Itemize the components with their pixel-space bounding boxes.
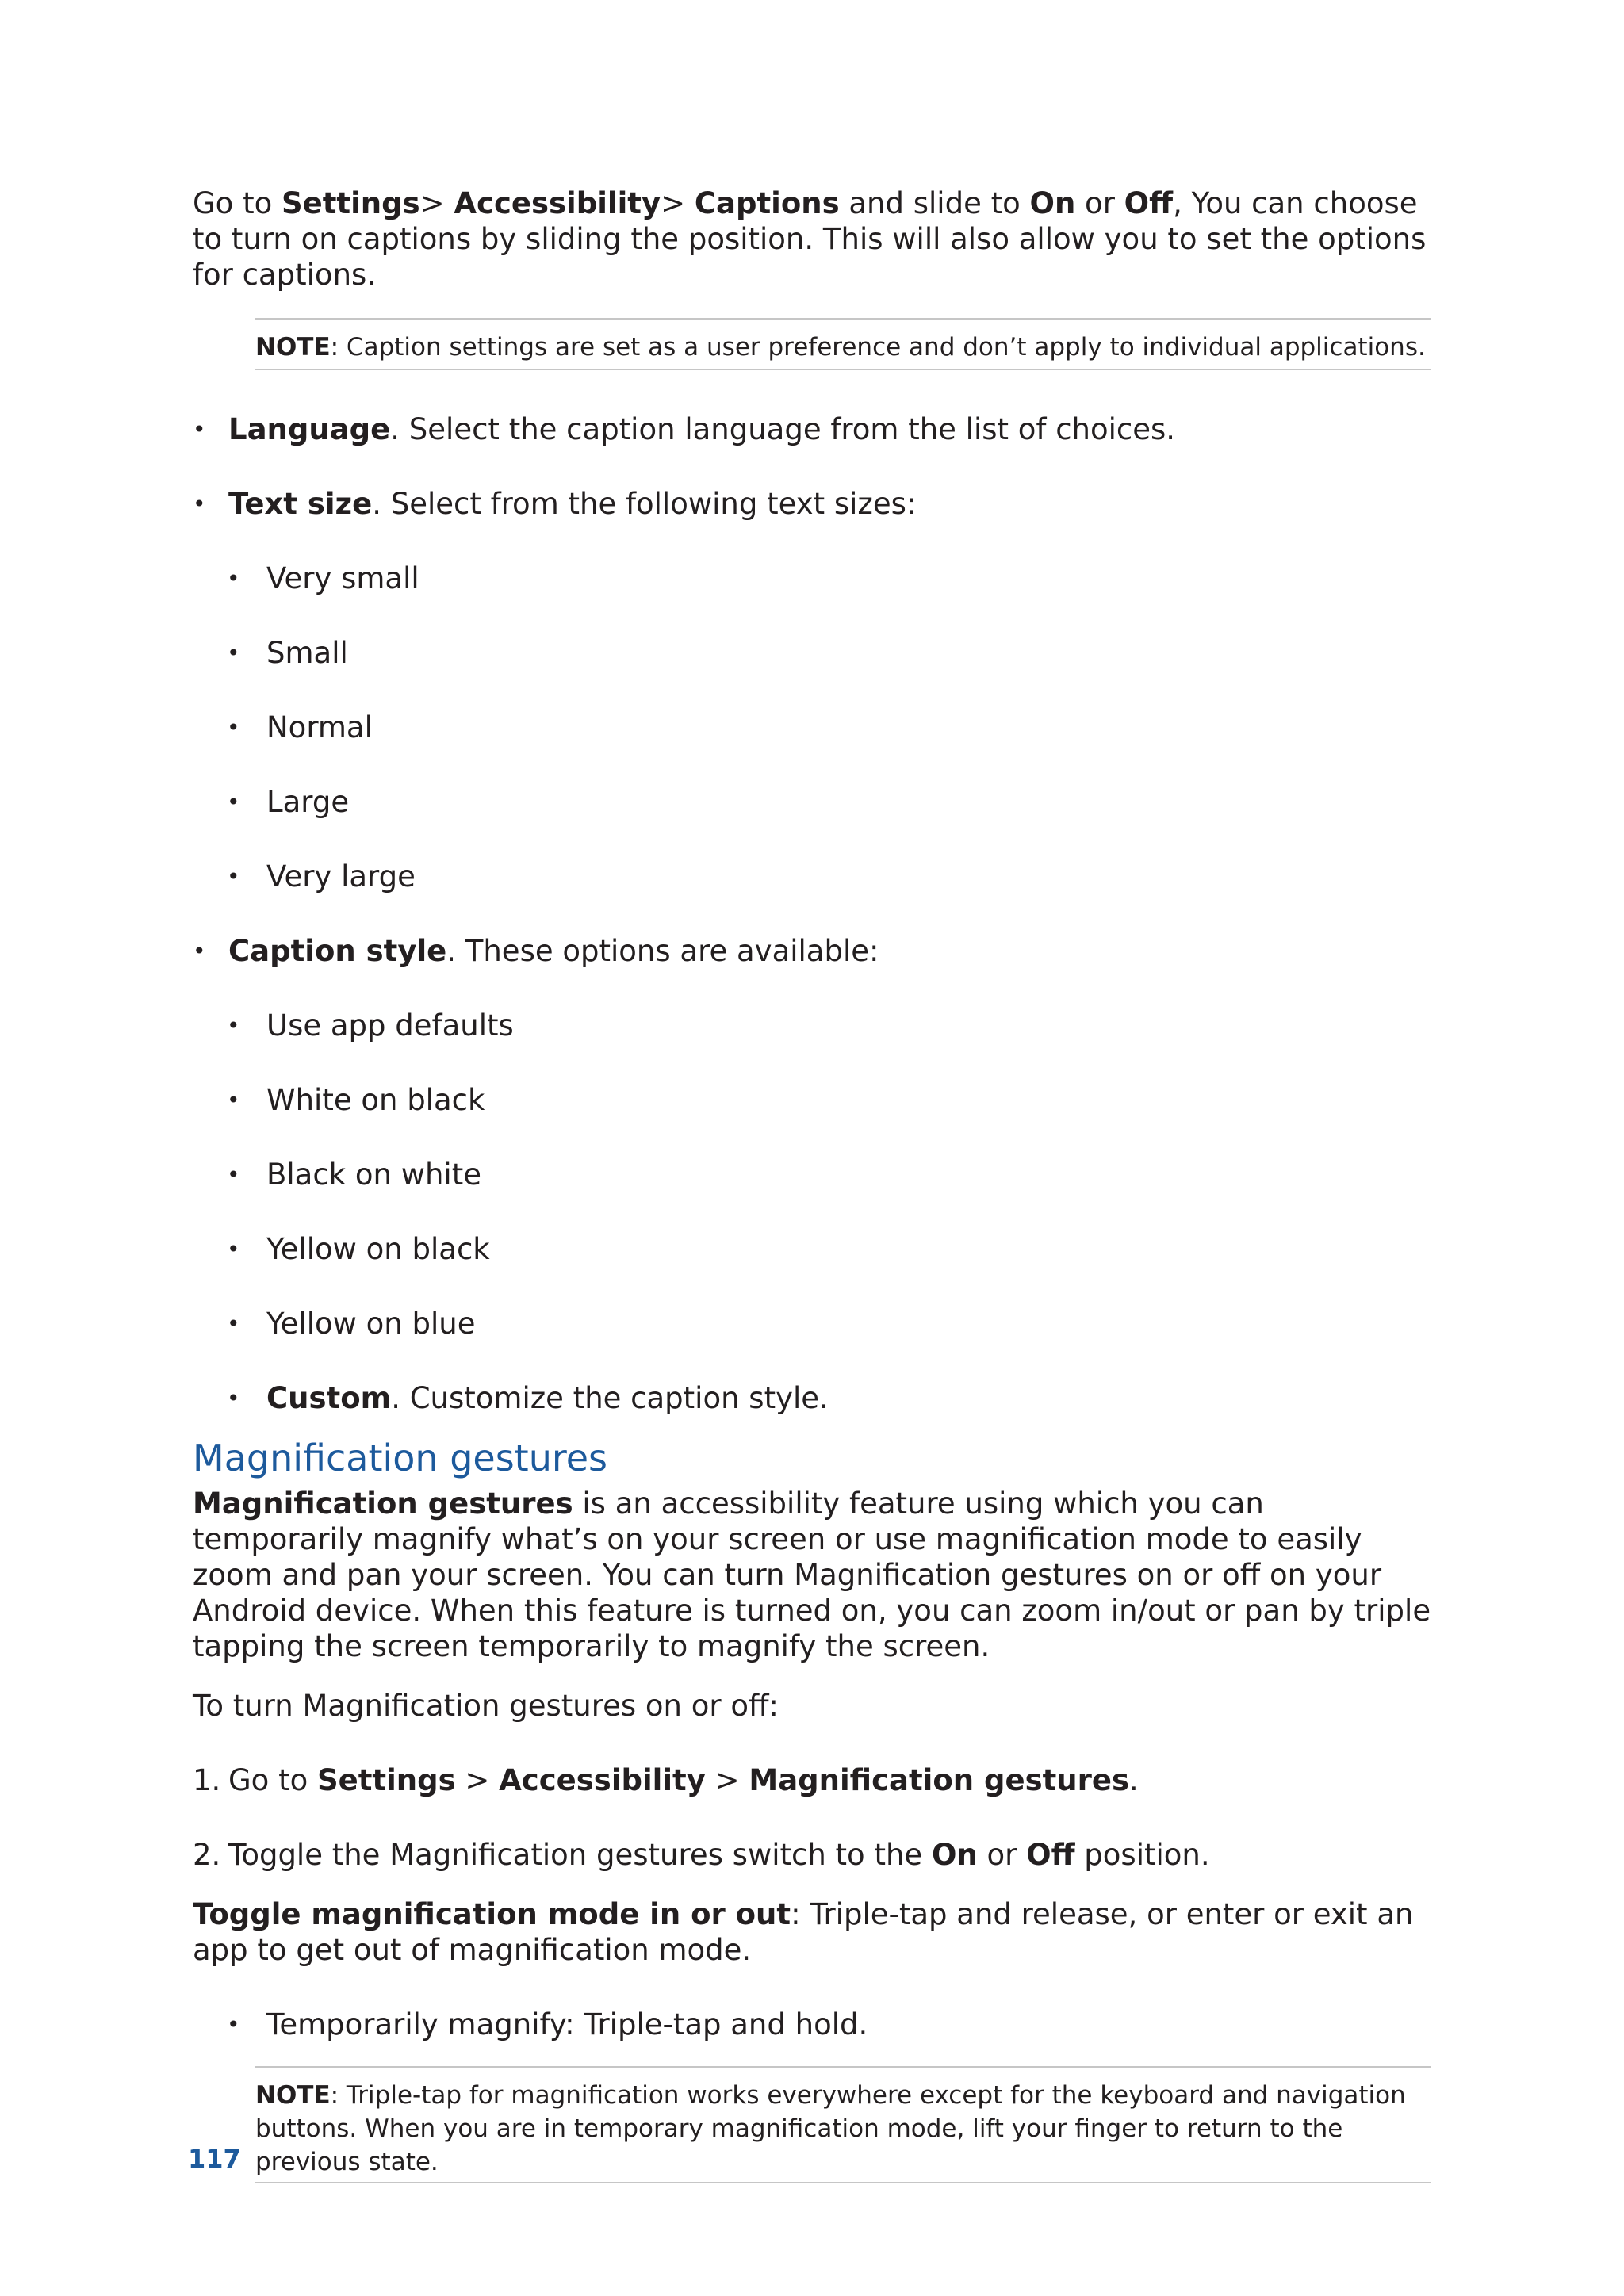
- text-size-option: • Very small: [227, 561, 419, 595]
- bullet-icon: •: [193, 491, 206, 517]
- bullet-icon: •: [193, 416, 206, 442]
- caption-style-option: • Yellow on blue: [227, 1307, 476, 1341]
- caption-style-option: • Black on white: [227, 1158, 481, 1192]
- language-item: • Language. Select the caption language from the list of choices.: [193, 412, 1176, 446]
- bullet-icon: •: [227, 1012, 240, 1039]
- bullet-icon: •: [227, 1087, 240, 1113]
- temporarily-magnify-item: • Temporarily magnify: Triple-tap and hold.: [227, 2007, 868, 2042]
- caption-style-option: • Yellow on black: [227, 1232, 490, 1266]
- note-label: NOTE: [255, 2081, 331, 2110]
- bullet-icon: •: [227, 1385, 240, 1411]
- caption-style-option-custom: • Custom. Customize the caption style.: [227, 1381, 829, 1415]
- step-2: 2. Toggle the Magnification gestures switch to the On or Off position.: [193, 1838, 1210, 1872]
- text-size-option: • Very large: [227, 859, 416, 894]
- off-label: Off: [1124, 186, 1174, 220]
- bullet-icon: •: [227, 863, 240, 890]
- page-number: 117: [188, 2144, 241, 2174]
- bullet-icon: •: [227, 2011, 240, 2038]
- step-1: 1. Go to Settings > Accessibility > Magnification gestures.: [193, 1763, 1139, 1797]
- captions-label: Captions: [694, 186, 840, 220]
- caption-style-item: • Caption style. These options are available:: [193, 934, 879, 968]
- bullet-icon: •: [227, 1311, 240, 1337]
- text-size-option: • Large: [227, 785, 350, 819]
- bullet-icon: •: [227, 1236, 240, 1262]
- bullet-icon: •: [227, 714, 240, 740]
- caption-settings-note: [255, 318, 1431, 370]
- toggle-magnification-mode: Toggle magnification mode in or out: Triple-tap and release, or enter or exit an app to get out of magnification mode.: [193, 1897, 1414, 1967]
- bullet-icon: •: [227, 789, 240, 815]
- magnification-heading: Magnification gestures: [193, 1437, 608, 1479]
- page-content: [193, 186, 1431, 2183]
- note-text: : Caption settings are set as a user preference and don’t apply to individual applications.: [330, 333, 1426, 362]
- step-number: 2.: [193, 1838, 221, 1872]
- text-size-option: • Small: [227, 636, 348, 670]
- on-label: On: [1029, 186, 1076, 220]
- caption-style-option: • Use app defaults: [227, 1008, 514, 1043]
- triple-tap-note: [255, 2066, 1431, 2183]
- turn-on-off-instruction: To turn Magnification gestures on or off:: [193, 1689, 779, 1723]
- captions-intro: Go to Settings> Accessibility> Captions and slide to On or Off, You can choose to turn on captions by sliding the position. This will also allow you to set the options for captions.: [193, 186, 1427, 292]
- bullet-icon: •: [193, 938, 206, 964]
- accessibility-label: Accessibility: [454, 186, 661, 220]
- note-label: NOTE: [255, 333, 331, 362]
- text-size-option: • Normal: [227, 710, 373, 744]
- note-text: : Triple-tap for magnification works everywhere except for the keyboard and navigation buttons. When you are in temporary magnification mode, lift your finger to return to the previous state.: [255, 2081, 1406, 2176]
- magnification-description: Magnification gestures is an accessibility feature using which you can temporarily magnify what’s on your screen or use magnification mode to easily zoom and pan your screen. You can turn Magnification gestures on or off on your Android device. When this feature is turned on, you can zoom in/out or pan by triple tapping the screen temporarily to magnify the screen.: [193, 1487, 1431, 1663]
- bullet-icon: •: [227, 565, 240, 591]
- step-number: 1.: [193, 1763, 221, 1797]
- bullet-icon: •: [227, 640, 240, 666]
- settings-label: Settings: [281, 186, 420, 220]
- caption-style-option: • White on black: [227, 1083, 485, 1117]
- bullet-icon: •: [227, 1161, 240, 1188]
- text-size-item: • Text size. Select from the following text sizes:: [193, 487, 917, 521]
